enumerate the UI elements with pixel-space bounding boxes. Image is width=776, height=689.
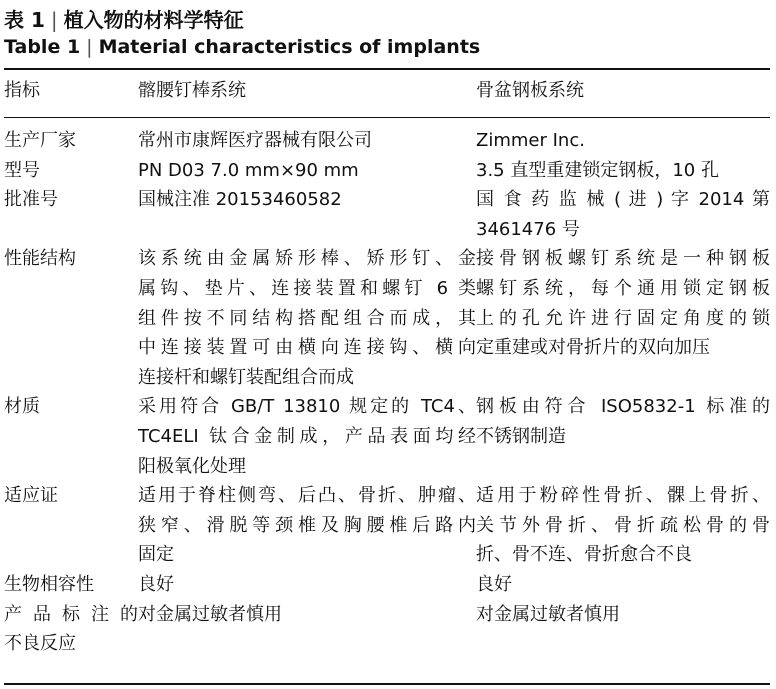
cell-text-line: 组件按不同结构搭配组合而成，其 xyxy=(138,307,476,329)
pelvic-plate-system-cell xyxy=(476,570,770,600)
table-row xyxy=(4,570,770,600)
cell-text-line: 3461476 号 xyxy=(476,218,580,240)
cell-text-line: 狭窄、滑脱等颈椎及胸腰椎后路内 xyxy=(138,514,476,536)
iliolumbar-system-cell xyxy=(138,126,476,156)
pelvic-plate-system-cell xyxy=(476,392,770,481)
iliolumbar-system-cell xyxy=(138,244,476,392)
pelvic-plate-system-cell xyxy=(476,481,770,570)
cell-text-line: 折、骨不连、骨折愈合不良 xyxy=(476,544,692,566)
cell-text-line: 产 品 标 注 的 xyxy=(4,603,138,625)
table-top-rule xyxy=(4,68,770,70)
table-caption-cn xyxy=(4,4,244,33)
row-label-cell xyxy=(4,244,138,392)
cell-text-line: 国械注准 20153460582 xyxy=(138,189,342,211)
cell-text-line: 3.5 直型重建锁定钢板，10 孔 xyxy=(476,159,719,181)
row-label-cell xyxy=(4,570,138,600)
table-header xyxy=(4,76,770,106)
cell-text-line: 采用符合 GB/T 13810 规定的 TC4、 xyxy=(138,396,476,418)
cell-text-line: 固定 xyxy=(138,544,174,566)
cell-text-line: 对金属过敏者慎用 xyxy=(476,603,620,625)
cell-text-line: 性能结构 xyxy=(4,248,76,270)
iliolumbar-system-cell xyxy=(138,185,476,244)
cell-text-line: Zimmer Inc. xyxy=(476,130,585,151)
cell-text-line: 材质 xyxy=(4,396,40,418)
cell-text-line: 批准号 xyxy=(4,189,58,211)
cell-text-line: 阳极氧化处理 xyxy=(138,455,246,477)
cell-text-line: 关节外骨折、骨折疏松骨的骨 xyxy=(476,514,770,536)
table-row xyxy=(4,600,770,659)
row-label-cell xyxy=(4,126,138,156)
cell-text-line: 对金属过敏者慎用 xyxy=(138,603,282,625)
table-row xyxy=(4,126,770,156)
table-body xyxy=(4,126,770,659)
row-label-cell xyxy=(4,185,138,244)
cell-text-line: 属钩、垫片、连接装置和螺钉 6 类 xyxy=(138,277,476,299)
table-row xyxy=(4,185,770,244)
row-label-cell xyxy=(4,392,138,481)
cell-text-line: TC4ELI 钛合金制成，产品表面均经 xyxy=(138,425,476,447)
header-cell-iliolumbar-system: 髂腰钉棒系统 xyxy=(138,80,246,101)
iliolumbar-system-cell xyxy=(138,481,476,570)
table-row xyxy=(4,244,770,392)
row-label-cell xyxy=(4,481,138,570)
table-rows xyxy=(4,126,770,659)
row-label-cell xyxy=(4,600,138,659)
iliolumbar-system-cell xyxy=(138,156,476,186)
cell-text-line: 钢板由符合 ISO5832-1 标准的 xyxy=(476,396,770,418)
table-header-rule xyxy=(4,117,770,118)
table-row xyxy=(4,481,770,570)
cell-text-line: 该系统由金属矫形棒、矫形钉、金 xyxy=(138,248,476,270)
cell-text-line: 良好 xyxy=(138,573,174,595)
caption-separator: | xyxy=(86,36,93,58)
cell-text-line: 适用于粉碎性骨折、髁上骨折、 xyxy=(476,485,770,507)
cell-text-line: 不锈钢制造 xyxy=(476,425,566,447)
pelvic-plate-system-cell xyxy=(476,185,770,244)
iliolumbar-system-cell xyxy=(138,392,476,481)
iliolumbar-system-cell xyxy=(138,570,476,600)
table-title-en: Material characteristics of implants xyxy=(98,36,481,58)
cell-text-line: 适用于脊柱侧弯、后凸、骨折、肿瘤、 xyxy=(138,485,476,507)
iliolumbar-system-cell xyxy=(138,600,476,659)
caption-separator: | xyxy=(50,8,58,32)
table-label-en: Table 1 xyxy=(4,36,81,58)
cell-text-line: 中连接装置可由横向连接钩、横向 xyxy=(138,337,476,359)
header-row xyxy=(4,76,770,106)
pelvic-plate-system-cell xyxy=(476,600,770,659)
cell-text-line: 不良反应 xyxy=(4,633,76,655)
cell-text-line: 常州市康辉医疗器械有限公司 xyxy=(138,130,372,151)
cell-text-line: 生产厂家 xyxy=(4,130,76,151)
cell-text-line: 适应证 xyxy=(4,485,58,507)
table-bottom-rule xyxy=(4,683,770,685)
header-cell-indicator: 指标 xyxy=(4,80,40,101)
pelvic-plate-system-cell xyxy=(476,244,770,392)
cell-text-line: 接骨钢板螺钉系统是一种钢板 xyxy=(476,248,770,270)
cell-text-line: 定重建或对骨折片的双向加压 xyxy=(476,337,710,359)
header-cell-pelvic-plate-system: 骨盆钢板系统 xyxy=(476,80,584,101)
cell-text-line: 螺钉系统，每个通用锁定钢板 xyxy=(476,277,770,299)
cell-text-line: 上的孔允许进行固定角度的锁 xyxy=(476,307,770,329)
pelvic-plate-system-cell xyxy=(476,156,770,186)
table-label-cn: 表 1 xyxy=(4,8,45,32)
cell-text-line: 国 食 药 监 械 ( 进 ) 字 2014 第 xyxy=(476,189,770,211)
cell-text-line: PN D03 7.0 mm×90 mm xyxy=(138,159,359,181)
table-title-cn: 植入物的材料学特征 xyxy=(63,8,244,32)
cell-text-line: 生物相容性 xyxy=(4,573,94,595)
cell-text-line: 型号 xyxy=(4,159,40,181)
pelvic-plate-system-cell xyxy=(476,126,770,156)
cell-text-line: 连接杆和螺钉装配组合而成 xyxy=(138,366,354,388)
row-label-cell xyxy=(4,156,138,186)
table-row xyxy=(4,156,770,186)
table-row xyxy=(4,392,770,481)
table-caption-en xyxy=(4,36,480,58)
cell-text-line: 良好 xyxy=(476,573,512,595)
